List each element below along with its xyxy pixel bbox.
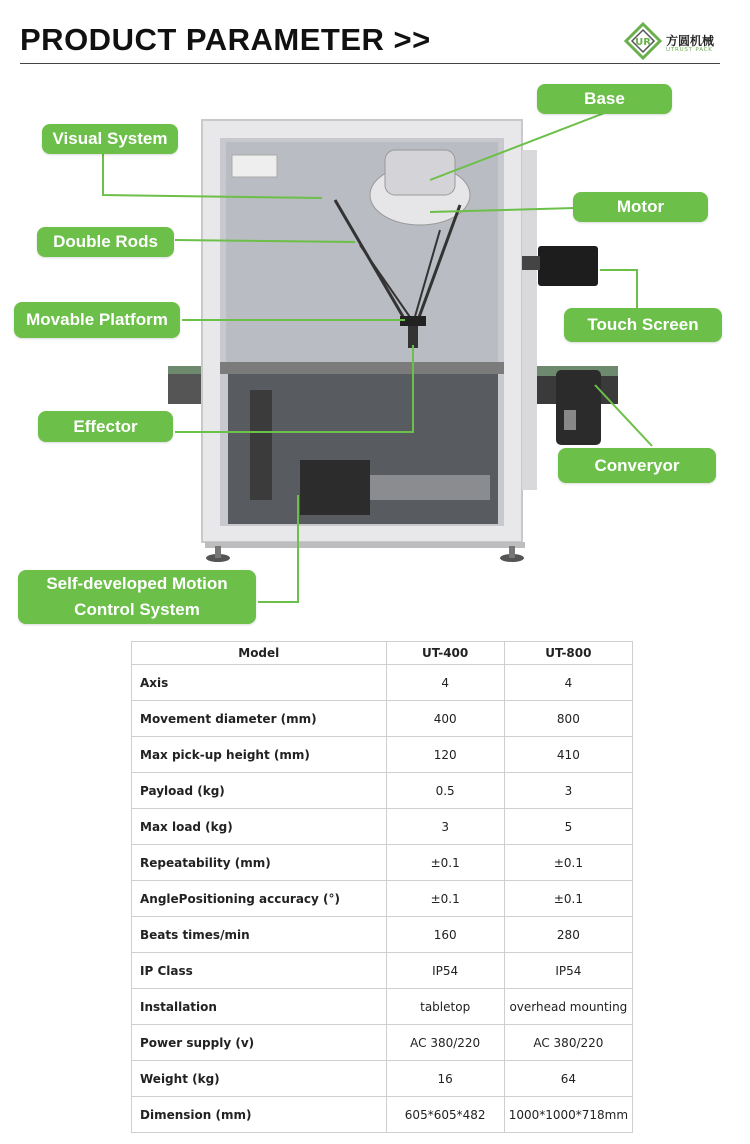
- row-value-ut800: 410: [504, 737, 632, 773]
- row-value-ut400: 605*605*482: [386, 1097, 504, 1133]
- row-value-ut400: AC 380/220: [386, 1025, 504, 1061]
- spec-table-header-row: [132, 642, 633, 665]
- table-row: [132, 989, 633, 1025]
- row-value-ut800: 1000*1000*718mm: [504, 1097, 632, 1133]
- callout-conveyor: Converyor: [558, 448, 716, 483]
- callout-effector: Effector: [38, 411, 173, 442]
- row-label: Power supply (v): [132, 1025, 387, 1061]
- row-value-ut400: 160: [386, 917, 504, 953]
- row-value-ut800: 280: [504, 917, 632, 953]
- row-value-ut800: 5: [504, 809, 632, 845]
- callout-motion-control-line1: Self-developed Motion: [46, 574, 228, 593]
- callout-motion-control-system: [18, 570, 256, 624]
- title-divider: [20, 63, 720, 64]
- row-label: Max load (kg): [132, 809, 387, 845]
- callout-base: Base: [537, 84, 672, 114]
- table-row: [132, 1025, 633, 1061]
- callout-touch-screen: Touch Screen: [564, 308, 722, 342]
- table-row: [132, 773, 633, 809]
- svg-text:UR: UR: [635, 37, 651, 48]
- row-value-ut400: 120: [386, 737, 504, 773]
- row-label: Installation: [132, 989, 387, 1025]
- row-label: Beats times/min: [132, 917, 387, 953]
- table-row: [132, 737, 633, 773]
- row-value-ut400: 3: [386, 809, 504, 845]
- row-value-ut400: 400: [386, 701, 504, 737]
- table-row: [132, 1097, 633, 1133]
- row-value-ut400: 4: [386, 665, 504, 701]
- row-value-ut400: ±0.1: [386, 881, 504, 917]
- machine-frame: [202, 120, 537, 562]
- row-label: Max pick-up height (mm): [132, 737, 387, 773]
- row-value-ut800: 64: [504, 1061, 632, 1097]
- logo-english-text: UTRUST PACK: [666, 47, 713, 53]
- row-value-ut800: ±0.1: [504, 845, 632, 881]
- row-label: Repeatability (mm): [132, 845, 387, 881]
- row-label: AnglePositioning accuracy (°): [132, 881, 387, 917]
- row-value-ut400: IP54: [386, 953, 504, 989]
- callout-double-rods: Double Rods: [37, 227, 174, 257]
- row-label: Movement diameter (mm): [132, 701, 387, 737]
- table-row: [132, 953, 633, 989]
- brand-logo: [624, 22, 724, 62]
- logo-mark-icon: [624, 22, 662, 60]
- row-label: Payload (kg): [132, 773, 387, 809]
- header-ut800: UT-800: [504, 642, 632, 665]
- table-row: [132, 917, 633, 953]
- table-row: [132, 845, 633, 881]
- row-value-ut400: 0.5: [386, 773, 504, 809]
- table-row: [132, 1061, 633, 1097]
- row-value-ut400: tabletop: [386, 989, 504, 1025]
- spec-table: [131, 641, 633, 1133]
- machine-illustration: [0, 80, 750, 640]
- callout-movable-platform: Movable Platform: [14, 302, 180, 338]
- row-label: Axis: [132, 665, 387, 701]
- table-row: [132, 701, 633, 737]
- row-value-ut800: overhead mounting: [504, 989, 632, 1025]
- logo-chinese-text: 方圆机械: [666, 34, 715, 48]
- table-row: [132, 809, 633, 845]
- row-value-ut800: 3: [504, 773, 632, 809]
- page-title: PRODUCT PARAMETER >>: [20, 22, 431, 57]
- callout-visual-system: Visual System: [42, 124, 178, 154]
- row-value-ut800: 800: [504, 701, 632, 737]
- row-value-ut800: 4: [504, 665, 632, 701]
- callout-motion-control-line2: Control System: [74, 600, 200, 619]
- table-row: [132, 881, 633, 917]
- row-value-ut400: ±0.1: [386, 845, 504, 881]
- row-value-ut800: IP54: [504, 953, 632, 989]
- header-model: Model: [132, 642, 387, 665]
- callout-motor: Motor: [573, 192, 708, 222]
- row-value-ut800: ±0.1: [504, 881, 632, 917]
- row-value-ut800: AC 380/220: [504, 1025, 632, 1061]
- table-row: [132, 665, 633, 701]
- row-value-ut400: 16: [386, 1061, 504, 1097]
- header-ut400: UT-400: [386, 642, 504, 665]
- row-label: IP Class: [132, 953, 387, 989]
- row-label: Dimension (mm): [132, 1097, 387, 1133]
- row-label: Weight (kg): [132, 1061, 387, 1097]
